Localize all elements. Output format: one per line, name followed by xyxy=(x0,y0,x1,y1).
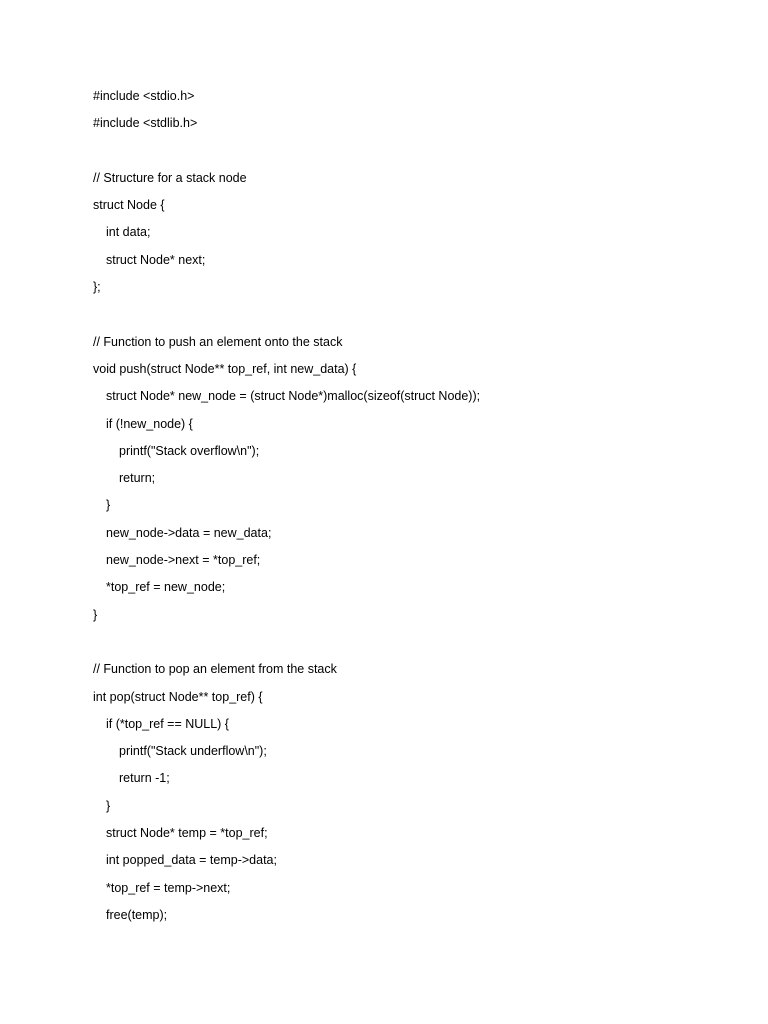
blank-line xyxy=(93,141,733,168)
code-line: struct Node* temp = *top_ref; xyxy=(106,826,268,841)
code-line: if (!new_node) { xyxy=(106,416,193,431)
code-line: *top_ref = temp->next; xyxy=(106,880,231,895)
code-line: int pop(struct Node** top_ref) { xyxy=(93,689,263,704)
code-line: struct Node { xyxy=(93,198,165,213)
code-line: #include <stdio.h> xyxy=(93,89,195,103)
blank-line xyxy=(93,632,733,659)
code-line: } xyxy=(106,498,111,513)
code-line: struct Node* next; xyxy=(106,252,206,267)
code-line: } xyxy=(106,798,111,813)
code-line: } xyxy=(93,607,98,622)
code-line: printf("Stack overflow\n"); xyxy=(119,443,260,458)
code-line: }; xyxy=(93,280,101,295)
code-line: new_node->next = *top_ref; xyxy=(106,553,261,568)
code-line: return; xyxy=(119,471,156,486)
code-line: free(temp); xyxy=(106,907,168,922)
code-line: int data; xyxy=(106,225,151,240)
code-line: new_node->data = new_data; xyxy=(106,525,272,540)
code-line: int popped_data = temp->data; xyxy=(106,853,277,868)
code-line: if (*top_ref == NULL) { xyxy=(106,716,229,731)
code-line: return -1; xyxy=(119,771,170,786)
code-line: #include <stdlib.h> xyxy=(93,116,198,131)
code-comment: // Structure for a stack node xyxy=(93,170,247,185)
code-line: struct Node* new_node = (struct Node*)malloc(sizeof(struct Node)); xyxy=(106,389,481,404)
code-comment: // Function to push an element onto the stack xyxy=(93,334,343,349)
code-line: printf("Stack underflow\n"); xyxy=(119,744,267,759)
code-line: void push(struct Node** top_ref, int new_data) { xyxy=(93,361,357,376)
code-line: *top_ref = new_node; xyxy=(106,580,226,595)
blank-line xyxy=(93,304,733,331)
code-comment: // Function to pop an element from the stack xyxy=(93,662,337,677)
code-block xyxy=(93,86,733,932)
